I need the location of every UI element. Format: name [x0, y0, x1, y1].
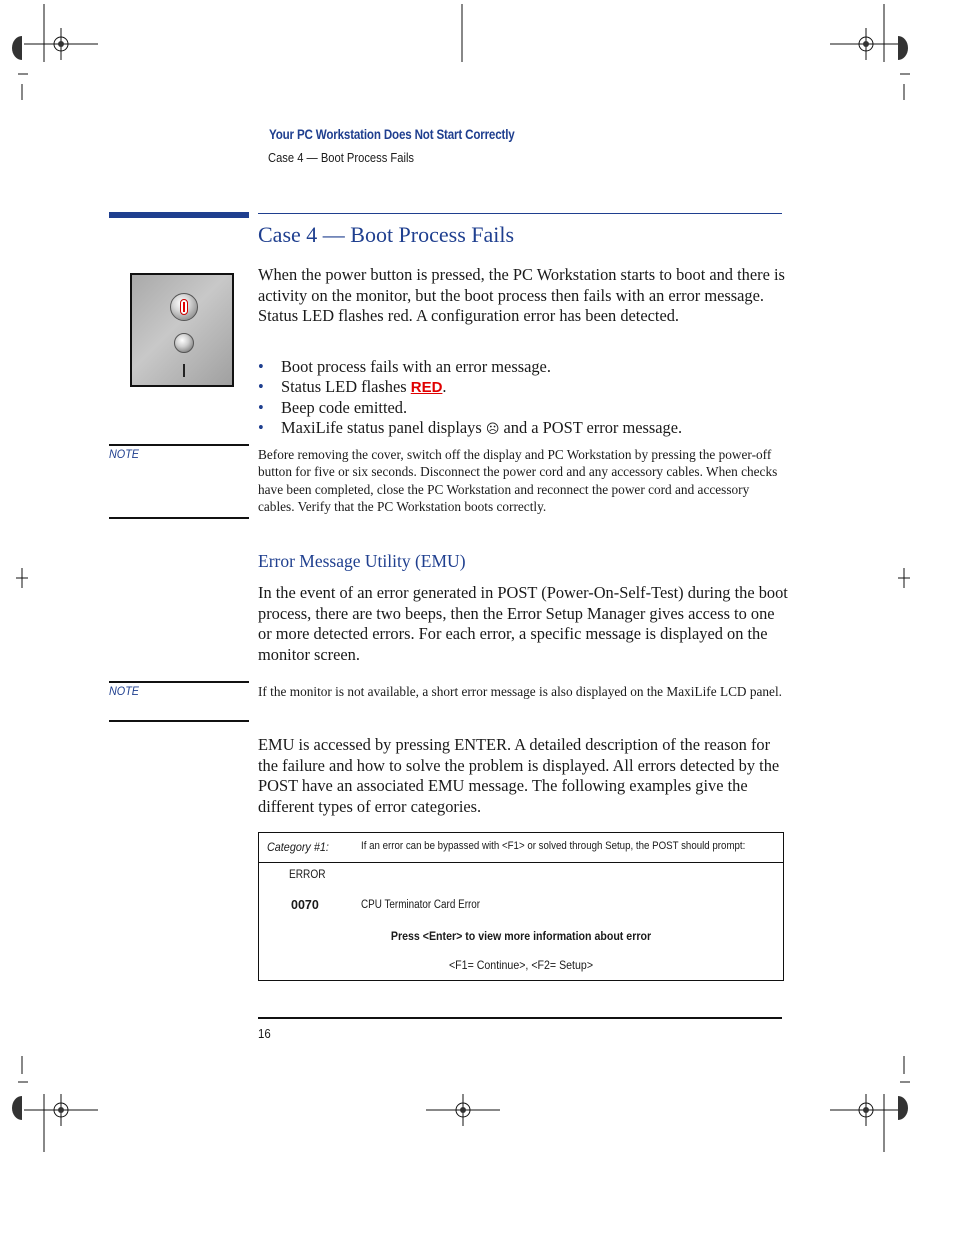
list-item: • Status LED flashes RED.	[258, 377, 447, 396]
note-text: If the monitor is not available, a short error message is also displayed on the MaxiLife LCD panel.	[258, 684, 782, 699]
example-header-rule	[259, 862, 783, 863]
error-message: CPU Terminator Card Error	[361, 899, 481, 911]
subsection-title: Error Message Utility (EMU)	[258, 551, 466, 571]
error-example-box	[258, 832, 784, 981]
error-code: 0070	[291, 898, 319, 912]
function-key-prompt: <F1= Continue>, <F2= Setup>	[448, 958, 594, 972]
running-header-subtitle: Case 4 — Boot Process Fails	[268, 150, 415, 165]
status-panel-image	[130, 273, 234, 387]
bullet-icon: •	[258, 377, 264, 396]
press-enter-prompt: Press <Enter> to view more information about error	[390, 929, 652, 943]
list-item: • Beep code emitted.	[258, 398, 408, 417]
page-number: 16	[258, 1026, 271, 1041]
section-title: Case 4 — Boot Process Fails	[258, 222, 515, 247]
section-marker-bar	[109, 212, 249, 218]
section-rule	[258, 213, 782, 214]
running-header-title: Your PC Workstation Does Not Start Correctly	[269, 127, 515, 142]
note-rule-top	[109, 444, 249, 446]
note-text: Before removing the cover, switch off the display and PC Workstation by pressing the power-off button for five or six seconds. Disconnect the power cord and any accessory cables. When checks have been completed, close the PC Workstation and reconnect the power cord and accessory cables. Verify that the PC Workstation boots correctly.	[258, 447, 778, 514]
bullet-icon: •	[258, 357, 264, 376]
bullet-icon: •	[258, 418, 264, 437]
reset-button-icon	[174, 333, 194, 353]
category-label: Category #1:	[267, 840, 329, 854]
footer-rule	[258, 1017, 782, 1019]
bullet-icon: •	[258, 398, 264, 417]
category-description: If an error can be bypassed with <F1> or solved through Setup, the POST should prompt:	[361, 840, 746, 852]
error-label: ERROR	[289, 869, 326, 881]
red-led-label: RED	[410, 379, 443, 396]
power-button-icon	[170, 293, 198, 321]
list-item: • Boot process fails with an error message.	[258, 357, 551, 376]
symptom-list	[258, 357, 788, 439]
emu-paragraph-1: In the event of an error generated in POST (Power-On-Self-Test) during the boot process, there are two beeps, then the Error Setup Manager gives access to one or more detected errors. For each error, a specific message is displayed on the monitor screen.	[258, 583, 788, 664]
note-label: NOTE	[109, 447, 140, 461]
note-rule-bottom	[109, 517, 249, 519]
hdd-led-icon	[183, 364, 185, 377]
note-rule-top	[109, 681, 249, 683]
list-item: • MaxiLife status panel displays ☹ and a POST error message.	[258, 418, 683, 437]
note-label: NOTE	[109, 684, 140, 698]
status-led-icon	[180, 299, 188, 315]
intro-paragraph: When the power button is pressed, the PC Workstation starts to boot and there is activity on the monitor, but the boot process then fails with an error message. Status LED flashes red. A configuration error has been detected.	[258, 265, 785, 325]
note-rule-bottom	[109, 720, 249, 722]
sad-face-icon: ☹	[485, 421, 500, 436]
emu-paragraph-2: EMU is accessed by pressing ENTER. A detailed description of the reason for the failure and how to solve the problem is displayed. All errors detected by the POST have an associated EMU message. The following examples give the different types of error categories.	[258, 735, 780, 816]
